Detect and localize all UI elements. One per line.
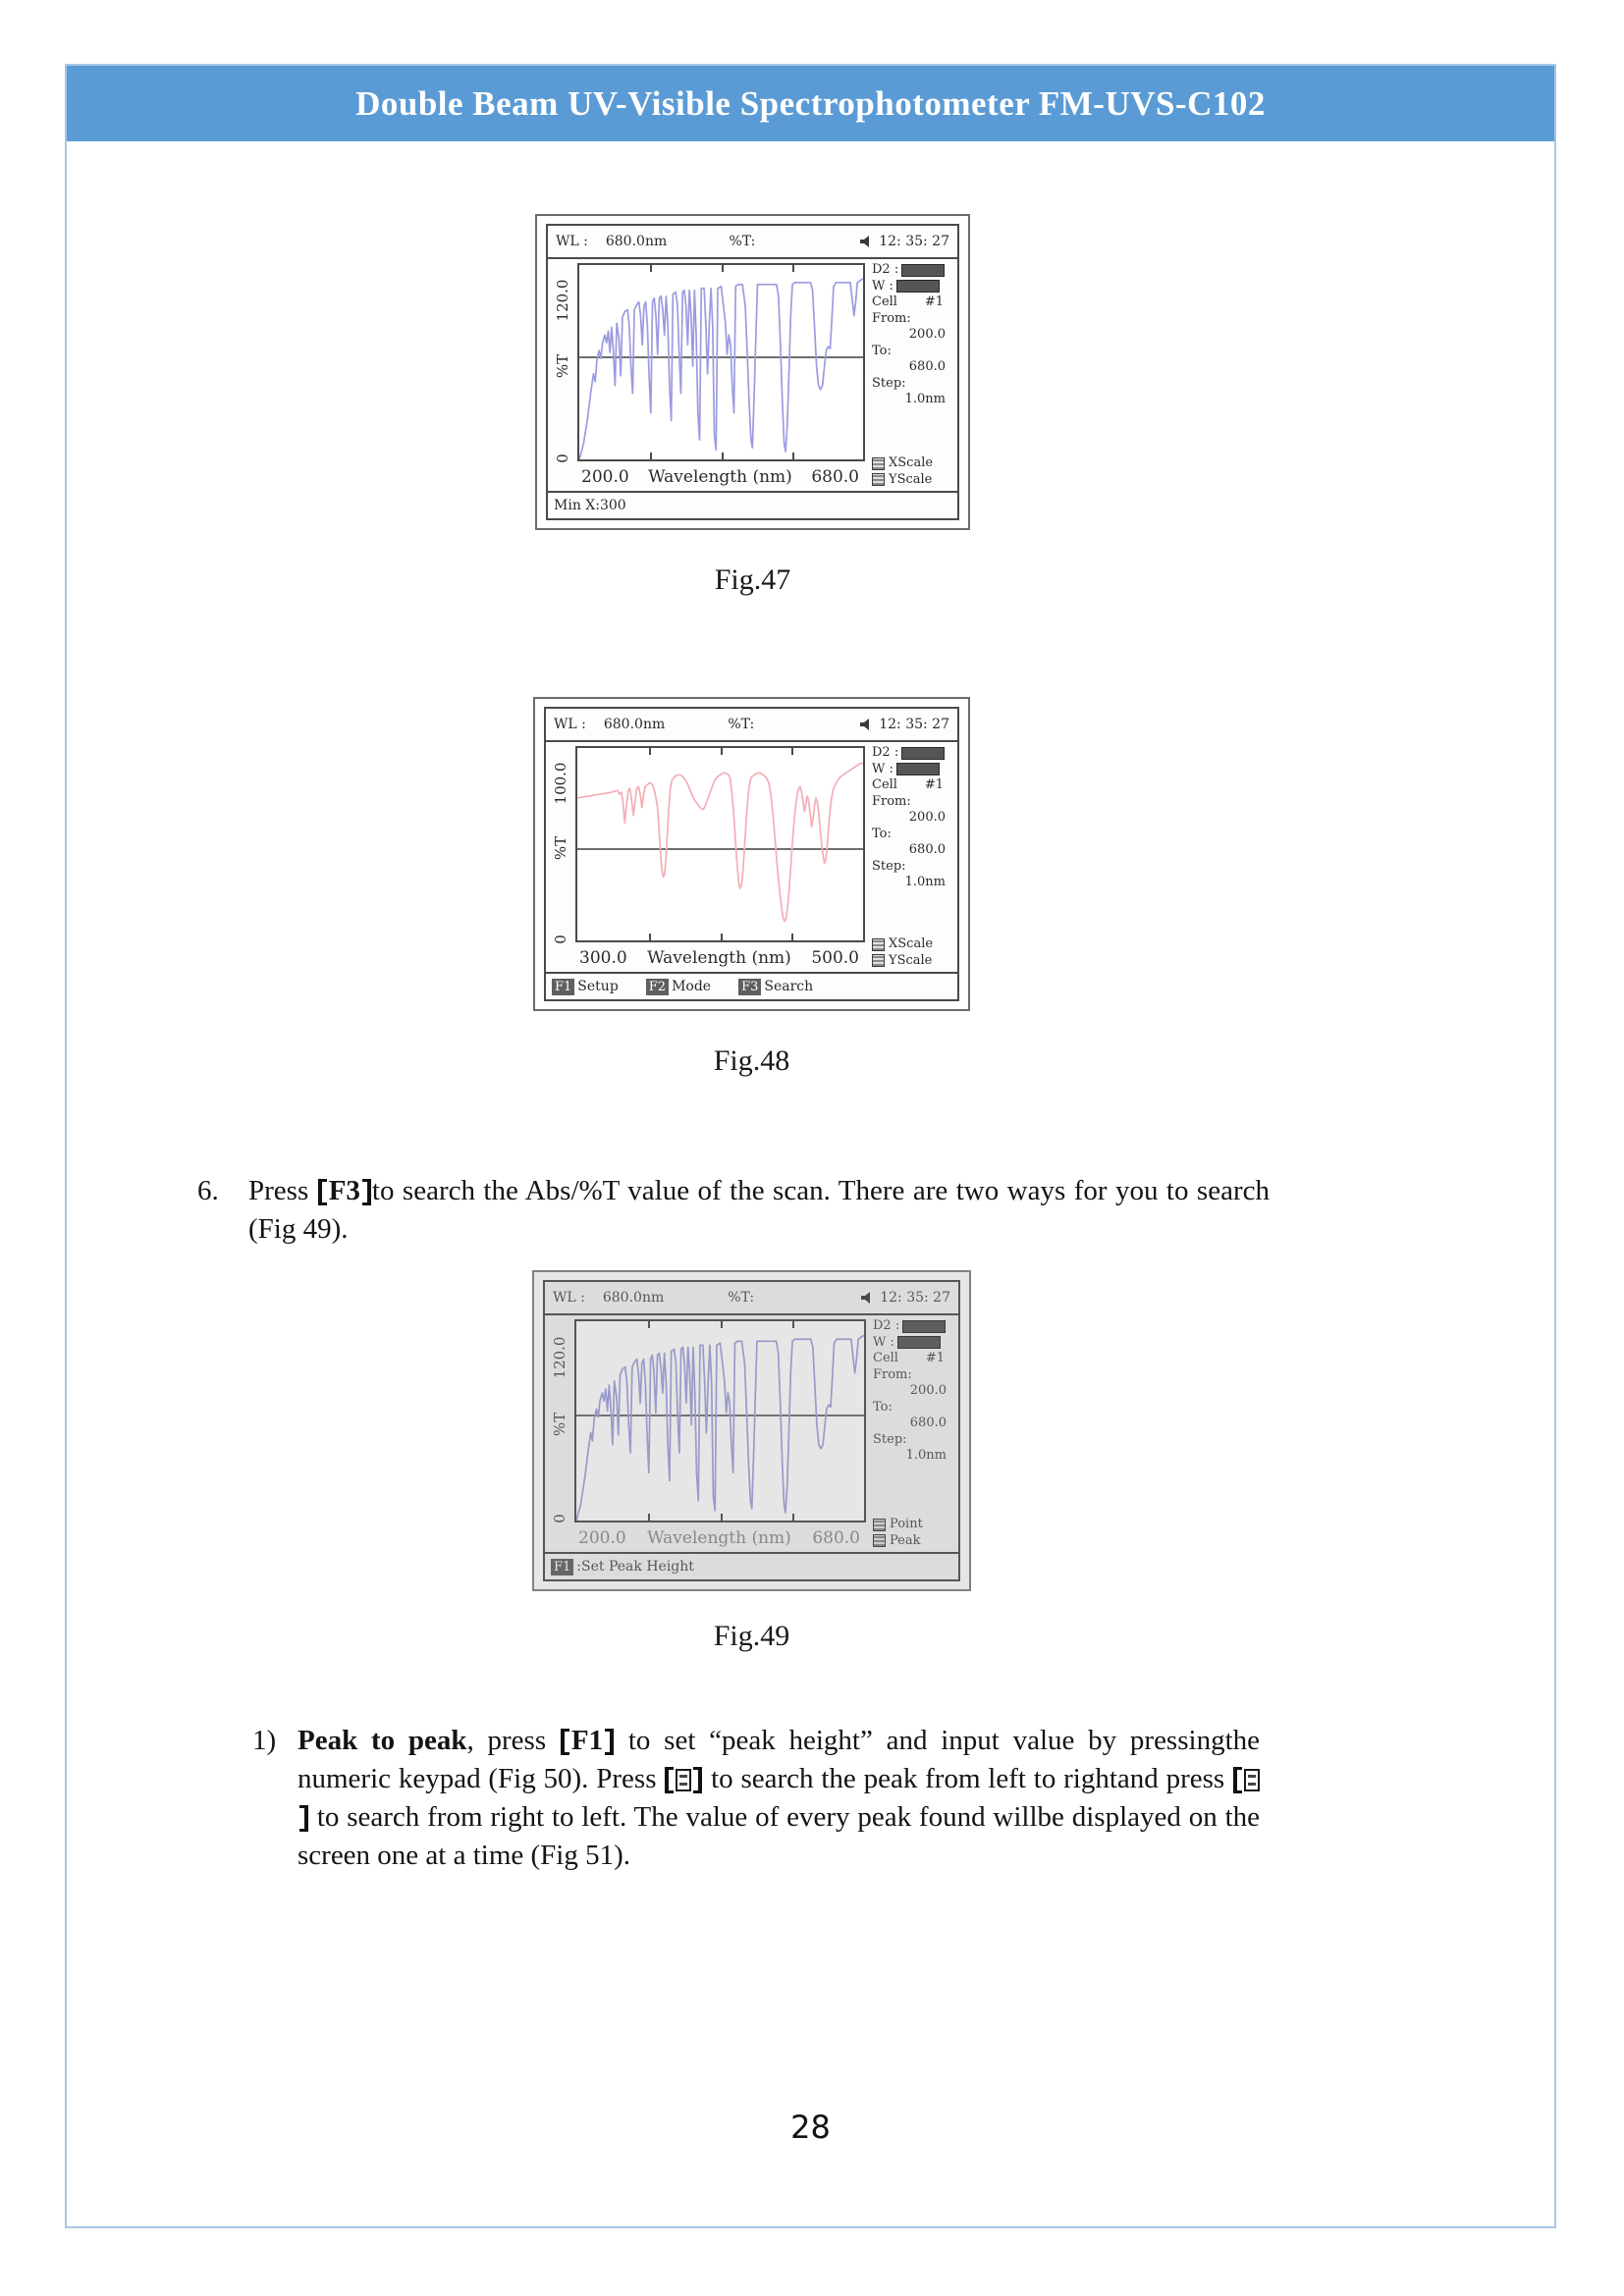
page-title: Double Beam UV-Visible Spectrophotometer FM-UVS-C102 [355,83,1266,123]
text-segment: to search the Abs/%T value of the scan. There are two ways for you to search (Fig 49). [248,1175,1270,1245]
search-keys [873,1517,956,1549]
f3-badge: F3 [738,979,761,995]
bracket-left-icon [1233,1767,1242,1793]
yscale-key-icon [872,954,885,967]
w-lamp-label: W : [873,1334,894,1350]
spectrum-plot [574,1319,866,1522]
bold-lead: Peak to peak [298,1725,467,1756]
d2-lamp-level-bar [901,747,945,760]
wavelength-group [553,1290,728,1306]
y-axis-min-label: 0 [552,934,569,945]
wavelength-value: 680.0nm [603,717,666,732]
page-number: 28 [790,2109,831,2146]
text-segment: Press [248,1175,317,1206]
screen-border [532,1270,971,1591]
from-value: 200.0 [909,1383,947,1398]
speaker-icon [860,236,873,247]
screen-main-area [546,742,957,972]
f3-label: Search [764,979,814,994]
cell-value: #1 [924,777,944,792]
step-label: Step: [873,1431,907,1447]
clock-time: 12: 35: 27 [880,1290,950,1306]
cell-value: #1 [925,1351,945,1365]
y-axis-title: %T [554,353,571,378]
bracket-right-icon [693,1767,702,1793]
transmittance-label: %T: [729,234,756,249]
x-axis [577,461,865,491]
cell-label: Cell [873,1351,898,1365]
x-axis-max-label: 680.0 [811,467,859,487]
to-label: To: [872,826,892,841]
spectrum-curve [579,279,863,459]
xscale-label: XScale [889,936,934,951]
f1-badge: F1 [552,979,574,995]
f1-label: Setup [577,979,619,994]
wavelength-value: 680.0nm [605,234,668,249]
instrument-screen [544,707,959,1001]
list-number: 1) [252,1725,277,1756]
bracket-left-icon [665,1767,674,1793]
cell-label: Cell [872,777,897,792]
screen-status-bar [545,1282,958,1315]
speaker-icon [860,719,873,730]
spectrum-plot [577,263,865,461]
figure-48-screen [533,697,970,1011]
step-value: 1.0nm [904,392,946,406]
f1-label: :Set Peak Height [576,1559,694,1575]
x-axis [575,942,865,972]
instrument-screen [546,224,959,520]
f2-badge: F2 [646,979,669,995]
speaker-icon [861,1292,874,1304]
spectrum-plot [575,746,865,942]
step-label: Step: [872,858,906,874]
x-axis-title: Wavelength (nm) [647,1528,791,1548]
scale-keys [872,455,955,488]
cell-value: #1 [924,294,944,309]
f1-badge: F1 [551,1559,573,1575]
parameter-panel [865,259,957,491]
to-value: 680.0 [908,359,946,374]
clock-group [860,717,949,732]
y-axis-max-label: 120.0 [551,1336,568,1379]
y-axis-max-label: 100.0 [552,762,569,805]
d2-lamp-label: D2 : [873,1318,900,1333]
step-value: 1.0nm [905,1448,947,1463]
key-name: F1 [570,1725,604,1756]
yscale-label: YScale [889,952,933,968]
transmittance-label: %T: [728,717,755,732]
spectrum-curve [577,764,863,922]
transmittance-label: %T: [728,1290,755,1306]
screen-bottom-bar [548,491,957,518]
figure-caption: Fig.47 [714,563,791,596]
y-axis-min-label: 0 [551,1514,568,1524]
wavelength-value: 680.0nm [602,1290,665,1306]
figure-49-screen [532,1270,971,1591]
clock-group [860,234,949,249]
to-label: To: [873,1399,893,1415]
y-axis [546,742,575,972]
d2-lamp-level-bar [902,1320,946,1333]
x-axis-min-label: 300.0 [579,948,627,968]
bracket-left-icon [561,1729,569,1755]
x-axis-min-label: 200.0 [581,467,629,487]
from-value: 200.0 [908,810,946,825]
wavelength-group [556,234,729,249]
figure-caption: Fig.48 [713,1044,790,1077]
list-item-1 [252,1722,1260,1875]
peak-label: Peak [890,1532,921,1548]
figure-caption: Fig.49 [713,1620,790,1652]
screen-main-area [548,259,957,491]
clock-group [861,1290,950,1306]
f2-mode-key [646,979,711,995]
spectrum-curve [576,1335,864,1521]
x-axis [574,1522,866,1552]
from-label: From: [872,793,911,809]
yscale-key-icon [872,473,885,486]
from-value: 200.0 [908,327,946,342]
list-item-6 [197,1172,1270,1249]
from-label: From: [873,1366,912,1382]
bracket-left-icon [318,1179,327,1205]
f1-set-peak-height-key [551,1559,694,1575]
y-axis-min-label: 0 [554,454,571,463]
cell-label: Cell [872,294,897,309]
xscale-key-icon [872,457,885,470]
bracket-right-icon [299,1805,308,1832]
scale-keys [872,936,955,969]
y-axis-title: %T [552,835,569,860]
parameter-panel [865,742,957,972]
yscale-label: YScale [889,471,933,487]
d2-lamp-level-bar [901,264,945,277]
x-axis-max-label: 500.0 [811,948,859,968]
wavelength-label: WL : [553,1290,585,1306]
y-axis-max-label: 120.0 [554,279,571,322]
missing-glyph-icon [676,1769,691,1791]
to-value: 680.0 [909,1415,947,1430]
parameter-panel [866,1315,958,1552]
d2-lamp-label: D2 : [872,745,899,760]
peak-key-icon [873,1534,886,1547]
function-key-bar [545,1552,958,1579]
function-key-bar [546,972,957,999]
w-lamp-level-bar [897,1336,941,1349]
xscale-label: XScale [889,455,934,470]
d2-lamp-label: D2 : [872,262,899,277]
screen-border [533,697,970,1011]
wavelength-label: WL : [556,234,588,249]
point-key-icon [873,1519,886,1531]
bracket-right-icon [605,1729,614,1755]
xscale-key-icon [872,938,885,951]
key-name: F3 [328,1175,360,1206]
text-segment: to set “peak height” and input value by pressingthe numeric keypad (Fig 50). Press [298,1725,1260,1794]
missing-glyph-icon [1244,1769,1260,1791]
x-axis-min-label: 200.0 [578,1528,626,1548]
from-label: From: [872,310,911,326]
step-label: Step: [872,375,906,391]
text-segment: , press [466,1725,560,1756]
x-axis-title: Wavelength (nm) [648,467,792,487]
wavelength-group [554,717,728,732]
screen-main-area [545,1315,958,1552]
x-axis-max-label: 680.0 [812,1528,860,1548]
to-value: 680.0 [908,842,946,857]
screen-border [535,214,970,530]
paragraph [248,1172,1270,1249]
bracket-right-icon [362,1179,371,1205]
f1-setup-key [552,979,619,995]
y-axis [545,1315,574,1552]
w-lamp-label: W : [872,761,893,776]
x-axis-title: Wavelength (nm) [647,948,791,968]
wavelength-label: WL : [554,717,586,732]
screen-status-bar [548,226,957,259]
point-label: Point [890,1517,923,1531]
clock-time: 12: 35: 27 [879,717,949,732]
figure-47-screen [535,214,970,530]
text-segment: to search the peak from left to rightand press [703,1763,1232,1794]
f3-search-key [738,979,813,995]
w-lamp-level-bar [896,280,940,293]
header-banner [67,66,1554,141]
y-axis [548,259,577,491]
to-label: To: [872,343,892,358]
instrument-screen [543,1280,960,1581]
screen-status-bar [546,709,957,742]
text-segment: to search from right to left. The value of every peak found willbe displayed on the screen one at a time (Fig 51). [298,1801,1260,1871]
w-lamp-level-bar [896,763,940,775]
paragraph [298,1722,1260,1875]
status-message: Min X:300 [554,498,626,513]
step-value: 1.0nm [904,875,946,889]
list-number: 6. [197,1175,219,1206]
f2-label: Mode [672,979,712,994]
y-axis-title: %T [551,1412,568,1436]
w-lamp-label: W : [872,278,893,294]
clock-time: 12: 35: 27 [879,234,949,249]
